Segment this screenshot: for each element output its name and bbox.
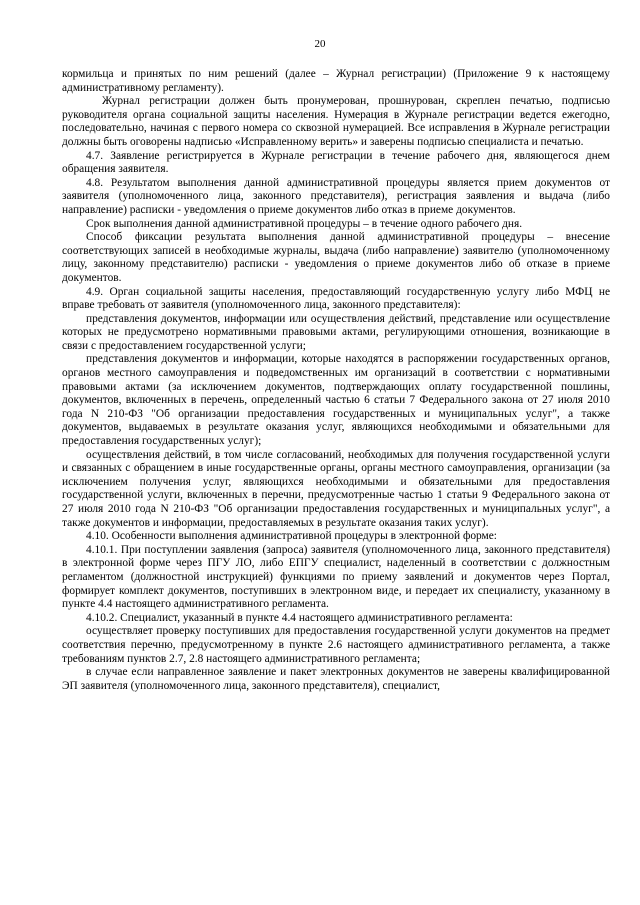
paragraph: представления документов, информации или осуществления действий, представление или осуществление которых не предусмотрено нормативными правовыми актами, регулирующими отношения, возникающие в связи с предоставлением государственной услуги; [62,312,610,352]
paragraph: в случае если направленное заявление и пакет электронных документов не заверены квалифицированной ЭП заявителя (уполномоченного лица, законного представителя), специалист, [62,666,610,692]
paragraph: 4.10.2. Специалист, указанный в пункте 4.4 настоящего административного регламента: [86,611,513,624]
paragraph: Срок выполнения данной административной процедуры – в течение одного рабочего дня. [86,217,523,230]
paragraph: 4.7. Заявление регистрируется в Журнале регистрации в течение рабочего дня, являющегося днем обращения заявителя. [62,149,610,176]
paragraph: 4.9. Орган социальной защиты населения, предоставляющий государственную услугу либо МФЦ не вправе требовать от заявителя (уполномоченного лица, законного представителя): [62,285,610,312]
paragraph: Журнал регистрации должен быть пронумерован, прошнурован, скреплен печатью, подписью руководителя органа социальной защиты населения. Нумерация в Журнале регистрации ведется ежегодно, последовательно, начиная с первого номера со сквозной нумерацией. Все исправления в Журнале регистрации должны быть оговорены надписью «Исправленному верить» и заверены подписью специалиста и печатью. [62,95,610,148]
paragraph: представления документов и информации, которые находятся в распоряжении государственных органов, органов местного самоуправления и подведомственных им организаций в соответствии с нормативными правовыми актами (за исключением документов, подтверждающих оплату государственной пошлины, документов, включенных в перечень, определенный частью 6 статьи 7 Федерального закона от 27 июля 2010 года N 210-ФЗ "Об организации предоставления государственных и муниципальных услуг", а также документов, выдаваемых в результате оказания услуг, являющихся необходимыми и обязательными для предоставления государственных услуг); [62,353,610,448]
document-body [62,68,610,693]
paragraph: 4.10.1. При поступлении заявления (запроса) заявителя (уполномоченного лица, законного представителя) в электронной форме через ПГУ ЛО, либо ЕПГУ специалист, наделенный в соответствии с должностным регламентом (должностной инструкцией) функциями по приему заявлений и документов через Портал, формирует комплект документов, поступивших в электронном виде, и передает их специалисту, указанному в пункте 4.4 настоящего административного регламента. [62,543,610,611]
paragraph: 4.8. Результатом выполнения данной административной процедуры является прием документов от заявителя (уполномоченного лица, законного представителя), регистрация заявления и выдача (либо направление) расписки - уведомления о приеме документов либо отказ в приеме документов. [62,176,610,216]
page-number: 20 [314,38,326,50]
paragraph: 4.10. Особенности выполнения административной процедуры в электронной форме: [86,530,497,543]
paragraph: Способ фиксации результата выполнения данной административной процедуры – внесение соответствующих записей в необходимые журналы, выдача (либо направление) заявителю (уполномоченному лицу, законному представителю) расписки - уведомления о приеме документов либо об отказе в приеме документов. [62,231,610,284]
paragraph: осуществления действий, в том числе согласований, необходимых для получения государственной услуги и связанных с обращением в иные государственные органы, органы местного самоуправления, организации (за исключением получения услуг, являющихся необходимыми и обязательными для предоставления государственной услуги, включенных в перечни, предусмотренные частью 1 статьи 9 Федерального закона от 27 июля 2010 года N 210-ФЗ "Об организации предоставления государственных и муниципальных услуг", а также документов и информации, предоставляемых в результате оказания таких услуг). [62,448,610,529]
paragraph: кормильца и принятых по ним решений (далее – Журнал регистрации) (Приложение 9 к настоящему административному регламенту). [62,68,610,94]
paragraph: осуществляет проверку поступивших для предоставления государственной услуги документов на предмет соответствия перечню, предусмотренному в пункте 2.6 настоящего административного регламента, а также требованиям пунктов 2.7, 2.8 настоящего административного регламента; [62,625,610,665]
